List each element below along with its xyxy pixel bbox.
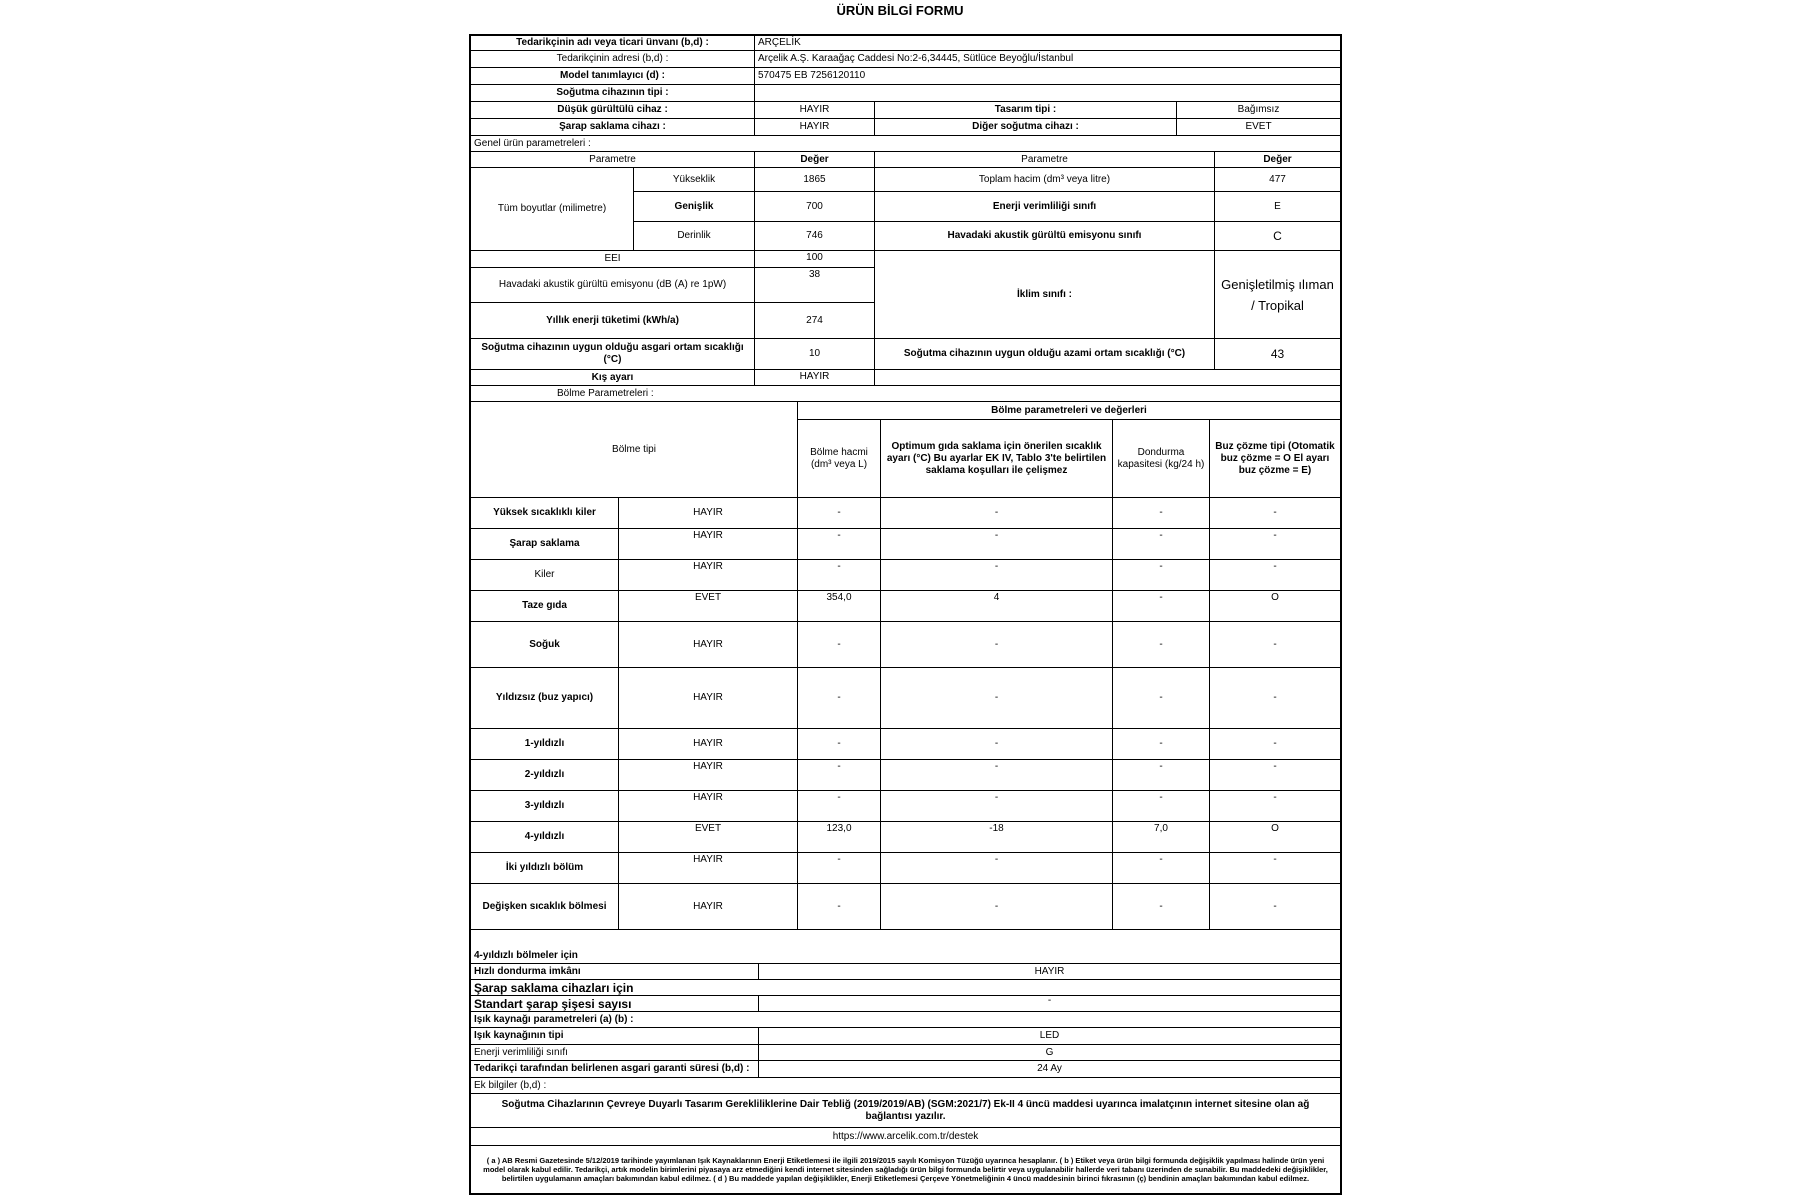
design-type-label: Tasarım tipi : (875, 102, 1177, 119)
max-temp-label: Soğutma cihazının uygun olduğu azami ortam sıcaklığı (°C) (875, 339, 1215, 370)
wine-device-value: HAYIR (755, 119, 875, 136)
compartment-temp: - (881, 498, 1113, 529)
compartment-present: HAYIR (619, 560, 798, 591)
climate-value: Genişletilmiş ılıman / Tropikal (1215, 251, 1340, 339)
compartment-freeze-capacity: - (1113, 591, 1210, 622)
compartment-volume: - (798, 760, 881, 791)
general-section-label: Genel ürün parametreleri : (471, 136, 1340, 152)
compartment-name: 3-yıldızlı (471, 791, 619, 822)
compartment-defrost: - (1210, 760, 1340, 791)
compartment-temp: -18 (881, 822, 1113, 853)
compartment-group-header: Bölme parametreleri ve değerleri (798, 402, 1340, 420)
supplier-address-label: Tedarikçinin adresi (b,d) : (471, 51, 755, 68)
low-noise-value: HAYIR (755, 102, 875, 119)
compartment-name: 1-yıldızlı (471, 729, 619, 760)
compartment-present: HAYIR (619, 529, 798, 560)
compartment-name: Şarap saklama (471, 529, 619, 560)
supplier-address: Arçelik A.Ş. Karaağaç Caddesi No:2-6,34445, Sütlüce Beyoğlu/İstanbul (755, 51, 1340, 68)
footnote: ( a ) AB Resmi Gazetesinde 5/12/2019 tarihinde yayımlanan Işık Kaynaklarının Enerji Etiketlemesi ile ilgili 2019/2015 sayılı Komisyon Tüzüğü uyarınca hesaplanır. ( b ) Etiket veya ürün bilgi formunda değişiklik yapılması halinde ürün yeni model olarak kabul edilir. Tedarikçi, artık modelin birimlerini piyasaya arz etmediğini kendi internet sitesinden sağladığı ürün bilgi formunda belirtir veya uygulanabilir hallerde veri tabanı üzerinden de sunabilir. Bu maddedeki değişiklikler, belirtilen uygulamanın amaçları bakımından kabul edilmez. ( d ) Bu maddede yapılan değişiklikler, Enerji Etiketlemesi Çerçeve Yönetmeliğinin 4 üncü maddesinin birinci fıkrasının (ç) bendinin amaçları bakımından kabul edilmez. (483, 1156, 1328, 1183)
wine-bottles-value: - (759, 996, 1340, 1012)
annual-energy-value: 274 (755, 303, 875, 339)
width-label: Genişlik (634, 192, 755, 222)
compartment-temp: 4 (881, 591, 1113, 622)
compartment-name: Soğuk (471, 622, 619, 668)
max-temp-value: 43 (1215, 339, 1340, 370)
param-header-right: Parametre (875, 152, 1215, 168)
value-header-left: Değer (755, 152, 875, 168)
noise-class-label: Havadaki akustik gürültü emisyonu sınıfı (875, 222, 1215, 251)
winter-setting-value: HAYIR (755, 370, 875, 386)
compartment-present: EVET (619, 591, 798, 622)
light-class-value: G (759, 1045, 1340, 1061)
energy-class-value: E (1215, 192, 1340, 222)
model-identifier: 570475 EB 7256120110 (755, 68, 1340, 85)
supplier-name: ARÇELİK (755, 36, 1340, 51)
model-label: Model tanımlayıcı (d) : (471, 68, 755, 85)
compartment-name: Değişken sıcaklık bölmesi (471, 884, 619, 930)
other-device-value: EVET (1177, 119, 1340, 136)
winter-setting-blank (875, 370, 1340, 386)
compartment-volume: - (798, 791, 881, 822)
compartment-present: HAYIR (619, 853, 798, 884)
warranty-value: 24 Ay (759, 1061, 1340, 1078)
compartment-volume: - (798, 884, 881, 930)
min-temp-label: Soğutma cihazının uygun olduğu asgari ortam sıcaklığı (°C) (471, 339, 755, 370)
dimensions-label: Tüm boyutlar (milimetre) (471, 168, 634, 251)
compartment-section-label: Bölme Parametreleri : (471, 386, 1340, 402)
compartment-temp: - (881, 791, 1113, 822)
compartment-volume: - (798, 622, 881, 668)
compartment-volume: - (798, 853, 881, 884)
wine-section-label: Şarap saklama cihazları için (471, 980, 1340, 996)
light-section-label: Işık kaynağı parametreleri (a) (b) : (471, 1012, 1340, 1028)
other-device-label: Diğer soğutma cihazı : (875, 119, 1177, 136)
param-header-left: Parametre (471, 152, 755, 168)
wine-bottles-label: Standart şarap şişesi sayısı (471, 996, 759, 1012)
four-star-section-label: 4-yıldızlı bölmeler için (471, 948, 1340, 964)
compartment-defrost: - (1210, 560, 1340, 591)
compartment-volume: - (798, 529, 881, 560)
volume-header: Bölme hacmi (dm³ veya L) (798, 420, 881, 498)
energy-class-label: Enerji verimliliği sınıfı (875, 192, 1215, 222)
extra-info-label: Ek bilgiler (b,d) : (471, 1078, 1340, 1094)
compartment-type-header: Bölme tipi (471, 402, 798, 498)
compartment-present: HAYIR (619, 729, 798, 760)
height-label: Yükseklik (634, 168, 755, 192)
height-value: 1865 (755, 168, 875, 192)
depth-value: 746 (755, 222, 875, 251)
compartment-freeze-capacity: - (1113, 668, 1210, 729)
product-info-form (469, 34, 1342, 1195)
compartment-freeze-capacity: - (1113, 560, 1210, 591)
compartment-temp: - (881, 622, 1113, 668)
value-header-right: Değer (1215, 152, 1340, 168)
compartment-present: HAYIR (619, 668, 798, 729)
device-type-value (755, 85, 1340, 102)
compartment-freeze-capacity: 7,0 (1113, 822, 1210, 853)
compartment-freeze-capacity: - (1113, 853, 1210, 884)
winter-setting-label: Kış ayarı (471, 370, 755, 386)
compartment-defrost: O (1210, 822, 1340, 853)
eei-value: 100 (755, 251, 875, 268)
supplier-name-label: Tedarikçinin adı veya ticari ünvanı (b,d) : (471, 36, 755, 51)
compartment-freeze-capacity: - (1113, 791, 1210, 822)
wine-device-label: Şarap saklama cihazı : (471, 119, 755, 136)
compartment-name: 2-yıldızlı (471, 760, 619, 791)
compartment-present: HAYIR (619, 884, 798, 930)
eei-label: EEI (471, 251, 755, 268)
warranty-label: Tedarikçi tarafından belirlenen asgari garanti süresi (b,d) : (471, 1061, 759, 1078)
extra-info-text: Soğutma Cihazlarının Çevreye Duyarlı Tasarım Gerekliliklerine Dair Tebliğ (2019/2019/AB) (SGM:2021/7) Ek-II 4 üncü maddesi uyarınca imalatçının internet sitesine olan ağ bağlantısı yazılır. (471, 1094, 1340, 1128)
depth-label: Derinlik (634, 222, 755, 251)
compartment-name: İki yıldızlı bölüm (471, 853, 619, 884)
device-type-label: Soğutma cihazının tipi : (471, 85, 755, 102)
compartment-defrost: - (1210, 884, 1340, 930)
compartment-present: HAYIR (619, 760, 798, 791)
compartment-temp: - (881, 760, 1113, 791)
fast-freeze-label: Hızlı dondurma imkânı (471, 964, 759, 980)
compartment-temp: - (881, 668, 1113, 729)
compartment-defrost: O (1210, 591, 1340, 622)
compartment-temp: - (881, 560, 1113, 591)
compartment-volume: - (798, 560, 881, 591)
compartment-temp: - (881, 853, 1113, 884)
total-volume-value: 477 (1215, 168, 1340, 192)
compartment-freeze-capacity: - (1113, 622, 1210, 668)
compartment-freeze-capacity: - (1113, 729, 1210, 760)
freeze-capacity-header: Dondurma kapasitesi (kg/24 h) (1113, 420, 1210, 498)
compartment-freeze-capacity: - (1113, 498, 1210, 529)
compartment-temp: - (881, 529, 1113, 560)
noise-label: Havadaki akustik gürültü emisyonu (dB (A) re 1pW) (471, 268, 755, 303)
compartment-freeze-capacity: - (1113, 884, 1210, 930)
defrost-type-header: Buz çözme tipi (Otomatik buz çözme = O El ayarı buz çözme = E) (1210, 420, 1340, 498)
compartment-temp: - (881, 729, 1113, 760)
temp-header: Optimum gıda saklama için önerilen sıcaklık ayarı (°C) Bu ayarlar EK IV, Tablo 3'te belirtilen saklama koşulları ile çelişmez (881, 420, 1113, 498)
compartment-present: HAYIR (619, 498, 798, 529)
compartment-name: Taze gıda (471, 591, 619, 622)
total-volume-label: Toplam hacim (dm³ veya litre) (875, 168, 1215, 192)
compartment-name: Yüksek sıcaklıklı kiler (471, 498, 619, 529)
design-type-value: Bağımsız (1177, 102, 1340, 119)
compartment-volume: 354,0 (798, 591, 881, 622)
compartment-defrost: - (1210, 498, 1340, 529)
compartment-temp: - (881, 884, 1113, 930)
compartment-name: Yıldızsız (buz yapıcı) (471, 668, 619, 729)
compartment-defrost: - (1210, 622, 1340, 668)
compartment-volume: - (798, 729, 881, 760)
compartment-defrost: - (1210, 791, 1340, 822)
compartment-volume: - (798, 498, 881, 529)
compartment-defrost: - (1210, 729, 1340, 760)
compartment-present: HAYIR (619, 622, 798, 668)
climate-label: İklim sınıfı : (875, 251, 1215, 339)
min-temp-value: 10 (755, 339, 875, 370)
page-title: ÜRÜN BİLGİ FORMU (836, 3, 964, 18)
noise-class-value: C (1215, 222, 1340, 251)
width-value: 700 (755, 192, 875, 222)
low-noise-label: Düşük gürültülü cihaz : (471, 102, 755, 119)
compartment-volume: 123,0 (798, 822, 881, 853)
compartment-name: 4-yıldızlı (471, 822, 619, 853)
compartment-present: HAYIR (619, 791, 798, 822)
compartment-defrost: - (1210, 529, 1340, 560)
compartment-volume: - (798, 668, 881, 729)
fast-freeze-value: HAYIR (759, 964, 1340, 980)
compartment-defrost: - (1210, 668, 1340, 729)
compartment-freeze-capacity: - (1113, 760, 1210, 791)
support-link[interactable]: https://www.arcelik.com.tr/destek (471, 1128, 1340, 1146)
light-type-value: LED (759, 1028, 1340, 1045)
light-type-label: Işık kaynağının tipi (471, 1028, 759, 1045)
light-class-label: Enerji verimliliği sınıfı (471, 1045, 759, 1061)
compartment-freeze-capacity: - (1113, 529, 1210, 560)
noise-value: 38 (755, 268, 875, 303)
compartment-defrost: - (1210, 853, 1340, 884)
compartment-present: EVET (619, 822, 798, 853)
annual-energy-label: Yıllık enerji tüketimi (kWh/a) (471, 303, 755, 339)
compartment-name: Kiler (471, 560, 619, 591)
